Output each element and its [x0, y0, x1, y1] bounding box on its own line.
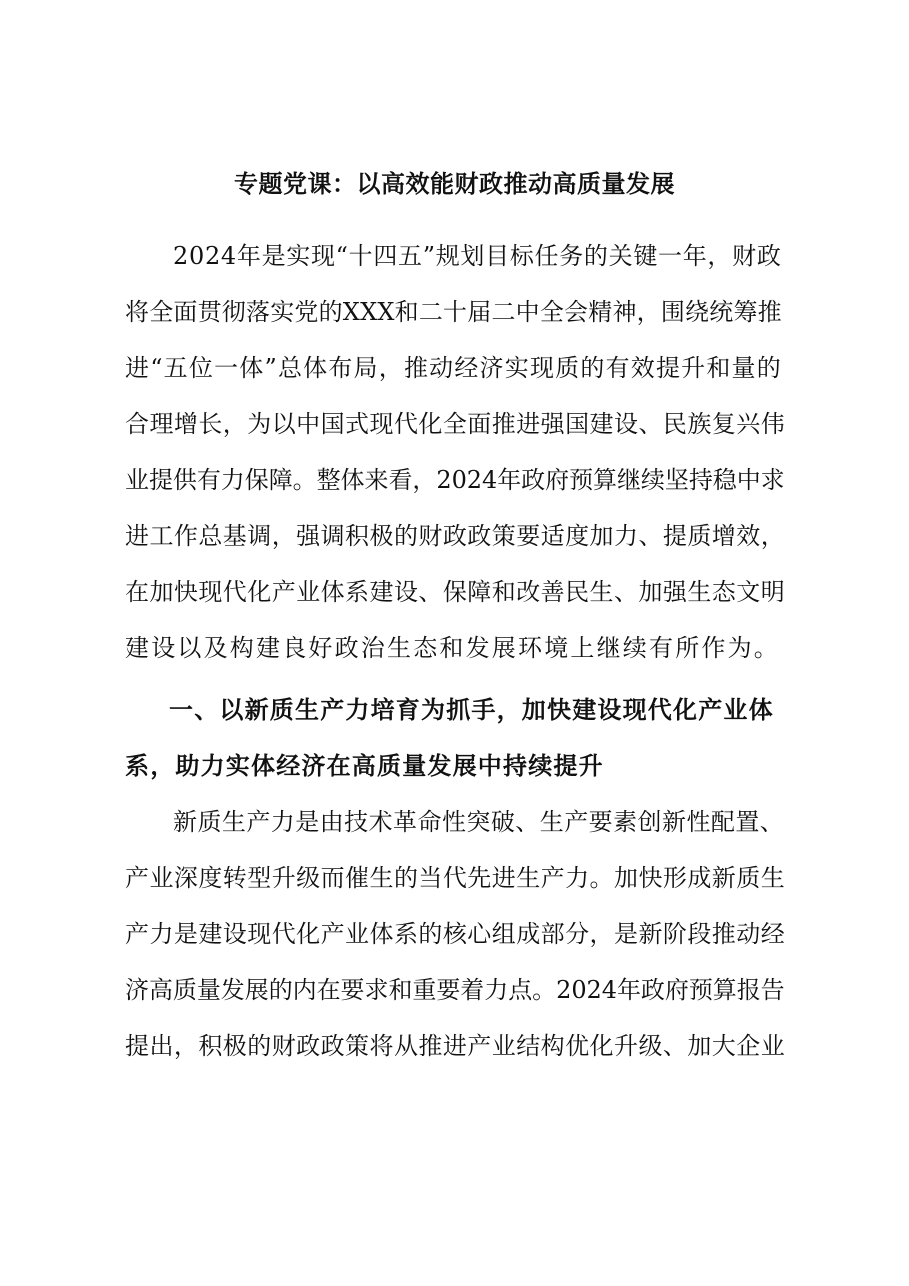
paragraph-line: 进工作总基调，强调积极的财政政策要适度加力、提质增效，: [125, 522, 786, 550]
paragraph-line: 合理增长，为以中国式现代化全面推进强国建设、民族复兴伟: [125, 410, 786, 438]
paragraph-line: 业提供有力保障。整体来看，2024年政府预算继续坚持稳中求: [125, 466, 785, 494]
paragraph-line: 新质生产力是由技术革命性突破、生产要素创新性配置、: [173, 808, 785, 836]
intro-paragraph: [125, 228, 785, 676]
section-heading: [125, 682, 785, 794]
paragraph-line: 将全面贯彻落实党的XXX和二十届二中全会精神，围绕统筹推: [125, 298, 782, 326]
paragraph-line: 在加快现代化产业体系建设、保障和改善民生、加强生态文明: [125, 578, 786, 606]
document-title: 专题党课：以高效能财政推动高质量发展: [234, 170, 675, 198]
heading-line: 一、以新质生产力培育为抓手，加快建设现代化产业体: [169, 696, 774, 724]
paragraph-line: 济高质量发展的内在要求和重要着力点。2024年政府预算报告: [125, 976, 785, 1004]
paragraph-line: 建设以及构建良好政治生态和发展环境上继续有所作为。: [125, 634, 780, 662]
paragraph-line: 产业深度转型升级而催生的当代先进生产力。加快形成新质生: [125, 864, 786, 892]
paragraph-line: 2024年是实现“十四五”规划目标任务的关键一年，财政: [173, 242, 782, 270]
paragraph-line: 进“五位一体”总体布局，推动经济实现质的有效提升和量的: [125, 354, 782, 382]
heading-line: 系，助力实体经济在高质量发展中持续提升: [125, 752, 604, 780]
body-paragraph: [125, 794, 785, 1074]
paragraph-line: 产力是建设现代化产业体系的核心组成部分，是新阶段推动经: [125, 920, 786, 948]
paragraph-line: 提出，积极的财政政策将从推进产业结构优化升级、加大企业: [125, 1032, 786, 1060]
